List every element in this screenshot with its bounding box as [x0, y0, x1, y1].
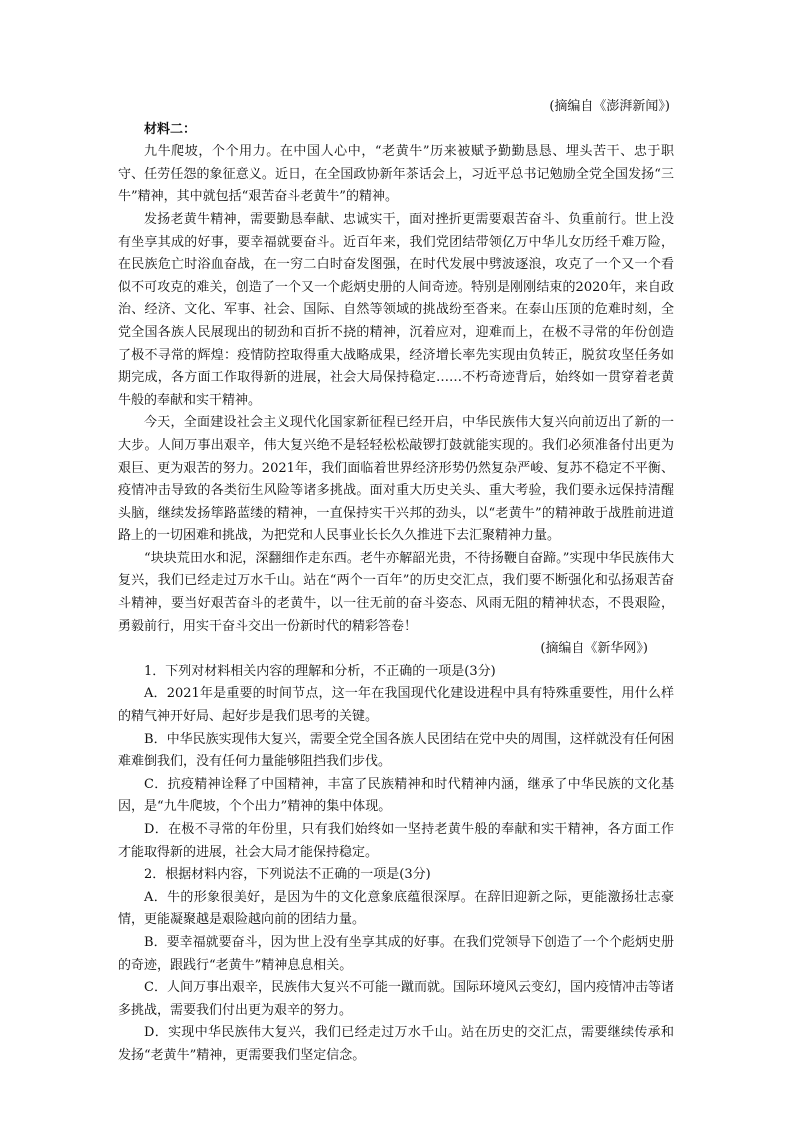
question-stem: 2．根据材料内容，下列说法不正确的一项是(3分) [144, 867, 431, 883]
answer-option: B．中华民族实现伟大复兴，需要全党全国各族人民团结在党中央的周围，这样就没有任何困难难倒我们，没有任何力量能够阻挡我们步伐。 [118, 731, 674, 770]
paragraph: 发扬老黄牛精神，需要勤恳奉献、忠诚实干，面对挫折更需要艰苦奋斗、负重前行。世上没有坐享其成的好事，要幸福就要奋斗。近百年来，我们党团结带领亿万中华儿女历经千难万险，在民族危亡时浴血奋战，在一穷二白时奋发图强，在时代发展中劈波逐浪，攻克了一个又一个看似不可攻克的难关，创造了一个又一个彪炳史册的人间奇迹。特别是刚刚结束的2020年，来自政治、经济、文化、军事、社会、国际、自然等领域的挑战纷至沓来。在泰山压顶的危难时刻，全党全国各族人民展现出的韧劲和百折不挠的精神，沉着应对，迎难而上，在极不寻常的年份创造了极不寻常的辉煌：疫情防控取得重大战略成果，经济增长率先实现由负转正，脱贫攻坚任务如期完成，各方面工作取得新的进展，社会大局保持稳定……不朽奇迹背后，始终如一贯穿着老黄牛般的奉献和实干精神。 [118, 211, 674, 408]
question-stem: 1．下列对材料相关内容的理解和分析，不正确的一项是(3分) [144, 663, 496, 679]
answer-option: C．抗疫精神诠释了中国精神，丰富了民族精神和时代精神内涵，继承了中华民族的文化基因，是“九牛爬坡，个个出力”精神的集中体现。 [118, 776, 674, 815]
answer-option: A．牛的形象很美好，是因为牛的文化意象底蕴很深厚。在辞旧迎新之际，更能激扬壮志豪情，更能凝聚越是艰险越向前的团结力量。 [118, 889, 674, 928]
source-citation-bottom: (摘编自《新华网》) [540, 641, 648, 657]
answer-option: A．2021年是重要的时间节点，这一年在我国现代化建设进程中具有特殊重要性，用什么样的精气神开好局、起好步是我们思考的关键。 [118, 686, 674, 725]
document-body [118, 96, 674, 1068]
answer-option: B．要幸福就要奋斗，因为世上没有坐享其成的好事。在我们党领导下创造了一个个彪炳史册的奇迹，跟践行“老黄牛”精神息息相关。 [118, 934, 674, 973]
answer-option: D．实现中华民族伟大复兴，我们已经走过万水千山。站在历史的交汇点，需要继续传承和发扬“老黄牛”精神，更需要我们坚定信念。 [118, 1025, 674, 1063]
source-citation-top: (摘编自《澎湃新闻》) [549, 99, 670, 114]
answer-option: C．人间万事出艰辛，民族伟大复兴不可能一蹴而就。国际环境风云变幻，国内疫情冲击等诸多挑战，需要我们付出更为艰辛的努力。 [118, 980, 674, 1018]
answer-option: D．在极不寻常的年份里，只有我们始终如一坚持老黄牛般的奉献和实干精神，各方面工作才能取得新的进展，社会大局才能保持稳定。 [118, 822, 674, 860]
paragraph: 九牛爬坡，个个用力。在中国人心中，“老黄牛”历来被赋予勤勤恳恳、埋头苦干、忠于职守、任劳任怨的象征意义。近日，在全国政协新年茶话会上，习近平总书记勉励全党全国发扬“三牛”精神，其中就包括“艰苦奋斗老黄牛”的精神。 [118, 144, 674, 205]
paragraph: “块块荒田水和泥，深翻细作走东西。老牛亦解韶光贵，不待扬鞭自奋蹄。”实现中华民族伟大复兴，我们已经走过万水千山。站在“两个一百年”的历史交汇点，我们要不断强化和弘扬艰苦奋斗精神，要当好艰苦奋斗的老黄牛，以一往无前的奋斗姿态、风雨无阻的精神状态，不畏艰险，勇毅前行，用实干奋斗交出一份新时代的精彩答卷！ [118, 550, 674, 634]
material-heading: 材料二： [144, 121, 197, 137]
paragraph: 今天，全面建设社会主义现代化国家新征程已经开启，中华民族伟大复兴向前迈出了新的一大步。人间万事出艰辛，伟大复兴绝不是轻轻松松敲锣打鼓就能实现的。我们必须准备付出更为艰巨、更为艰苦的努力。2021年，我们面临着世界经济形势仍然复杂严峻、复苏不稳定不平衡、疫情冲击导致的各类衍生风险等诸多挑战。面对重大历史关头、重大考验，我们要永远保持清醒头脑，继续发扬筚路蓝缕的精神，一直保持实干兴邦的劲头，以“老黄牛”的精神敢于战胜前进道路上的一切困难和挑战，为把党和人民事业长长久久推进下去汇聚精神力量。 [118, 415, 674, 544]
